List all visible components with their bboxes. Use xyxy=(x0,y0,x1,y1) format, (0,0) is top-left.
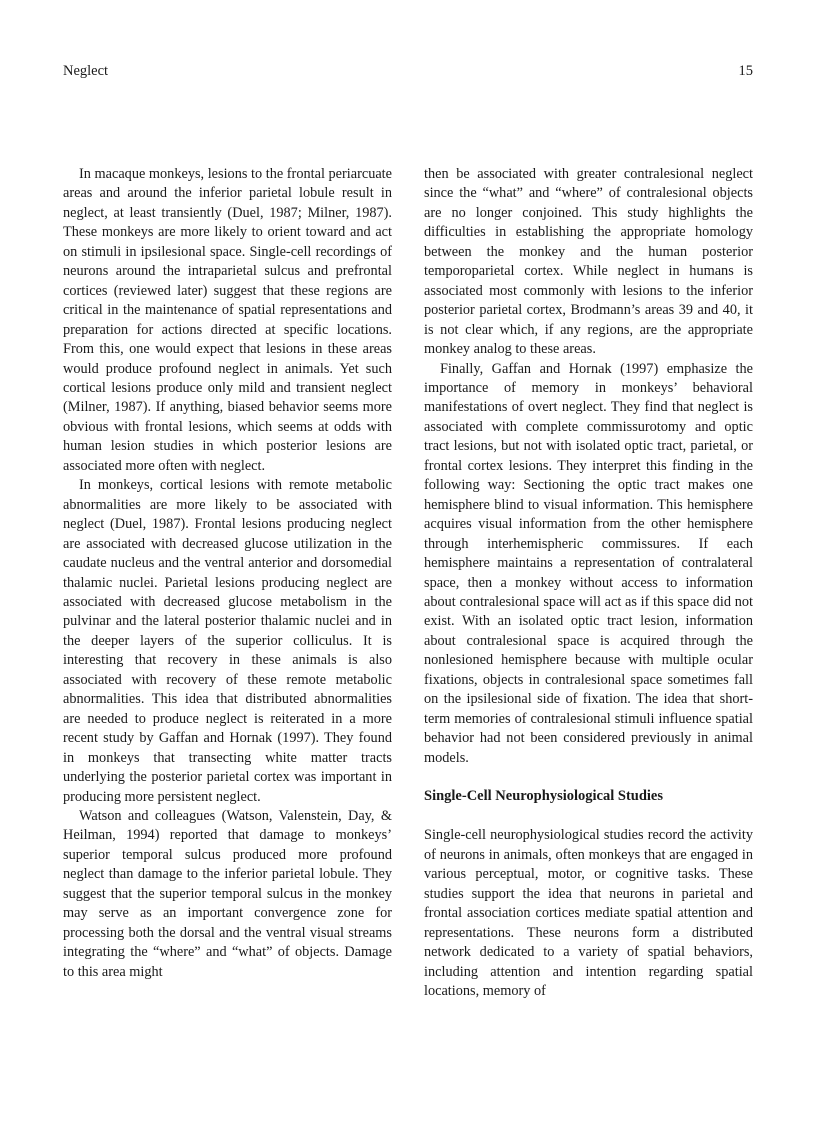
paragraph: In macaque monkeys, lesions to the frontal periarcuate areas and around the inferior parietal lobule result in neglect, at least transiently (Duel, 1987; Milner, 1987). These monkeys are more likely to orient toward and act on stimuli in ipsilesional space. Single-cell recordings of neurons around the intraparietal sulcus and prefrontal cortices (reviewed later) suggest that these regions are critical in the maintenance of spatial representations and preparation for actions directed at specific locations. From this, one would expect that lesions in these areas would produce profound neglect in animals. Yet such cortical lesions produce only mild and transient neglect (Milner, 1987). If anything, biased behavior seems more obvious with frontal lesions, which seems at odds with human lesion studies in which posterior lesions are associated more often with neglect. xyxy=(63,166,392,474)
section-heading: Single-Cell Neurophysiological Studies xyxy=(424,788,664,805)
paragraph: Finally, Gaffan and Hornak (1997) emphasize the importance of memory in monkeys’ behavioral manifestations of overt neglect. They find that neglect is associated with complete commissurotomy and optic tract lesions, but not with isolated optic tract, parietal, or frontal cortex lesions. They interpret this finding in the following way: Sectioning the optic tract makes one hemisphere blind to visual information. This hemisphere acquires visual information from the other hemisphere through interhemispheric commissures. If each hemisphere maintains a representation of contralateral space, then a monkey without access to information about contralesional space will act as if this space did not exist. With an isolated optic tract lesion, information about contralesional space is acquired through the nonlesioned hemisphere because with multiple ocular fixations, objects in contralesional space sometimes fall on the ipsilesional side of fixation. The idea that short-term memories of contralesional stimuli influence spatial behavior had not been considered previously in animal models. xyxy=(424,360,753,766)
left-column xyxy=(63,165,392,982)
running-title: Neglect xyxy=(63,63,109,79)
paragraph: Watson and colleagues (Watson, Valenstein, Day, & Heilman, 1994) reported that damage to monkeys’ superior temporal sulcus produced more profound neglect than damage to the inferior parietal lobule. They suggest that the superior temporal sulcus in the monkey may serve as an important convergence zone for processing both the dorsal and the ventral visual streams integrating the “where” and “what” of objects. Damage to this area might xyxy=(63,807,392,980)
page-number: 15 xyxy=(738,63,753,79)
paragraph: In monkeys, cortical lesions with remote metabolic abnormalities are more likely to be associated with neglect (Duel, 1987). Frontal lesions producing neglect are associated with decreased glucose utilization in the caudate nucleus and the ventral anterior and dorsomedial thalamic nuclei. Parietal lesions producing neglect are associated with decreased glucose metabolism in the pulvinar and the lateral posterior thalamic nuclei and in the deeper layers of the superior colliculus. It is interesting that recovery in these animals is also associated with recovery of these remote metabolic abnormalities. This idea that distributed abnormalities are needed to produce neglect is reiterated in a more recent study by Gaffan and Hornak (1997). They found in monkeys that transecting white matter tracts underlying the posterior parietal cortex was important in producing more persistent neglect. xyxy=(63,477,392,805)
paragraph: Single-cell neurophysiological studies record the activity of neurons in animals, often monkeys that are engaged in various perceptual, motor, or cognitive tasks. These studies support the idea that neurons in parietal and frontal association cortices mediate spatial attention and representations. These neurons form a distributed network dedicated to a variety of spatial behaviors, including attention and intention regarding spatial locations, memory of xyxy=(424,827,753,999)
paragraph-continued: then be associated with greater contralesional neglect since the “what” and “where” of contralesional objects are no longer conjoined. This study highlights the difficulties in establishing the appropriate homology between the monkey and the human posterior temporoparietal cortex. While neglect in humans is associated most commonly with lesions to the inferior posterior parietal cortex, Brodmann’s areas 39 and 40, it is not clear which, if any regions, are the appropriate monkey analog to these areas. xyxy=(424,166,753,358)
right-column xyxy=(424,165,753,1001)
